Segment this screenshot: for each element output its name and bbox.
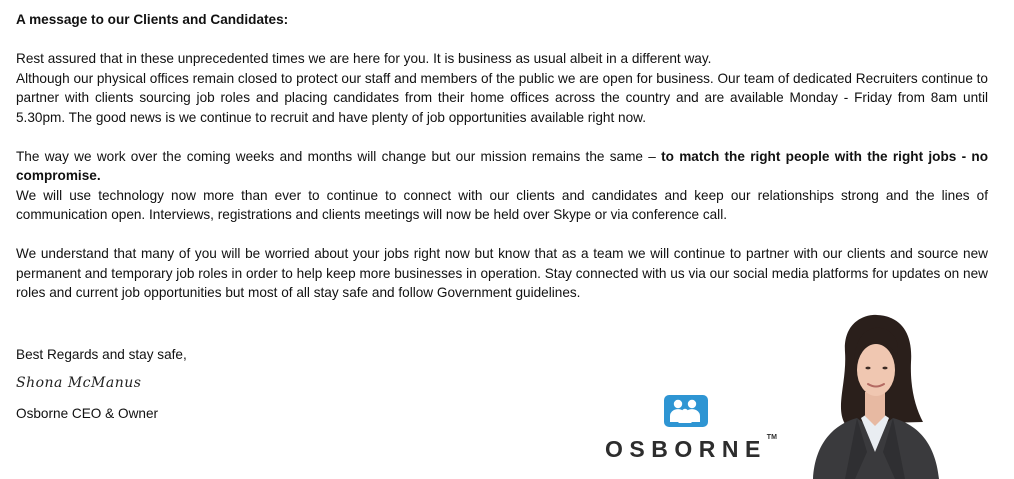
letter-heading: A message to our Clients and Candidates: [16, 12, 289, 27]
paragraph-reassurance: Rest assured that in these unprecedented times we are here for you. It is business as usual albeit in a different way. [16, 51, 712, 66]
people-icon [663, 394, 709, 428]
signatory-role: Osborne CEO & Owner [16, 406, 159, 421]
logo-wordmark [605, 436, 777, 463]
paragraph-understanding: We understand that many of you will be worried about your jobs right now but know that as a team we will continue to partner with our clients and source new permanent and temporary job roles in order to help keep more businesses in operation. Stay connected with us via our social media platforms for updates on new roles and current job opportunities but most of all stay safe and follow Government guidelines. [16, 246, 988, 300]
trademark-mark: TM [766, 434, 777, 441]
paragraph-technology: We will use technology now more than ever to continue to connect with our clients and candidates and keep our relationships strong and the lines of communication open. Interviews, registrations and clients meetings will now be held over Skype or via conference call. [16, 187, 988, 222]
mission-lead: The way we work over the coming weeks and months will change but our mission remains the same – [16, 148, 662, 164]
ceo-portrait [805, 312, 945, 479]
letter-body [16, 10, 988, 303]
logo-text: OSBORNE [605, 436, 767, 462]
paragraph-mission [16, 147, 988, 186]
paragraph-offices: Although our physical offices remain closed to protect our staff and members of the public we are open for business. Our team of dedicated Recruiters continue to partner with clients sourcing job roles and placing candidates from their home offices across the country and are available Monday - Friday from 8am until 5.30pm. The good news is we continue to recruit and have plenty of job opportunities available right now. [16, 70, 988, 125]
signature: Shona McManus [16, 375, 142, 391]
closing-line: Best Regards and stay safe, [16, 347, 187, 362]
osborne-logo [603, 392, 777, 462]
mission-statement: to match the right people with the right jobs - no compromise. [16, 148, 989, 183]
